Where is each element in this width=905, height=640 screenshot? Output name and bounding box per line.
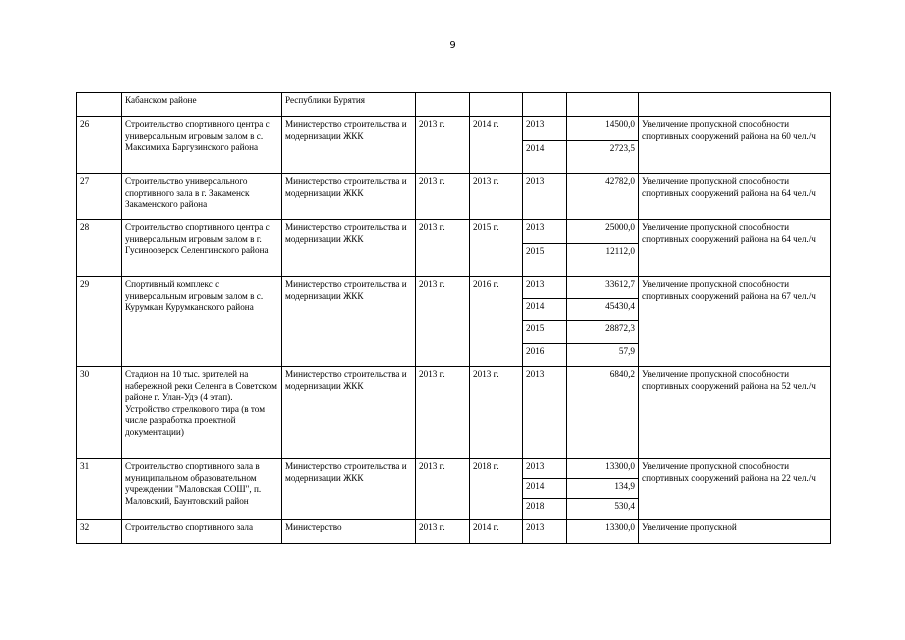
executor-cell: Министерство строительства и модернизации ЖКК (282, 174, 416, 220)
start-cell: 2013 г. (416, 277, 470, 367)
table-row (77, 459, 831, 479)
name-cell: Строительство спортивного центра с универсальным игровым залом в с. Максимиха Баргузинского района (122, 117, 282, 174)
table-row (77, 117, 831, 141)
year-cell: 2015 (523, 244, 567, 277)
num-cell: 27 (77, 174, 122, 220)
year-cell (523, 93, 567, 117)
amount-cell: 12112,0 (567, 244, 639, 277)
table-row (77, 174, 831, 220)
end-cell: 2014 г. (470, 117, 523, 174)
page-number: 9 (449, 40, 456, 51)
result-cell: Увеличение пропускной способности спортивных сооружений района на 52 чел./ч (639, 367, 831, 459)
end-cell: 2016 г. (470, 277, 523, 367)
year-cell: 2015 (523, 321, 567, 344)
year-cell: 2013 (523, 459, 567, 479)
name-cell: Строительство спортивного зала (122, 520, 282, 544)
amount-cell: 530,4 (567, 499, 639, 520)
amount-cell: 25000,0 (567, 220, 639, 244)
amount-cell: 134,9 (567, 479, 639, 499)
name-cell: Строительство универсального спортивного зала в г. Закаменск Закаменского района (122, 174, 282, 220)
start-cell (416, 93, 470, 117)
executor-cell: Министерство строительства и модернизации ЖКК (282, 459, 416, 520)
amount-cell: 13300,0 (567, 459, 639, 479)
result-cell: Увеличение пропускной (639, 520, 831, 544)
table-row (77, 520, 831, 544)
executor-cell: Министерство строительства и модернизации ЖКК (282, 220, 416, 277)
num-cell: 30 (77, 367, 122, 459)
executor-cell: Республики Бурятия (282, 93, 416, 117)
table-row (77, 220, 831, 244)
executor-cell: Министерство строительства и модернизации ЖКК (282, 367, 416, 459)
start-cell: 2013 г. (416, 520, 470, 544)
executor-cell: Министерство (282, 520, 416, 544)
end-cell: 2013 г. (470, 367, 523, 459)
amount-cell: 33612,7 (567, 277, 639, 299)
num-cell: 31 (77, 459, 122, 520)
num-cell: 26 (77, 117, 122, 174)
num-cell: 29 (77, 277, 122, 367)
result-cell: Увеличение пропускной способности спортивных сооружений района на 60 чел./ч (639, 117, 831, 174)
amount-cell: 28872,3 (567, 321, 639, 344)
end-cell: 2015 г. (470, 220, 523, 277)
year-cell: 2013 (523, 277, 567, 299)
end-cell (470, 93, 523, 117)
amount-cell: 45430,4 (567, 299, 639, 321)
amount-cell: 6840,2 (567, 367, 639, 459)
name-cell: Кабанском районе (122, 93, 282, 117)
end-cell: 2014 г. (470, 520, 523, 544)
year-cell: 2013 (523, 117, 567, 141)
result-cell: Увеличение пропускной способности спортивных сооружений района на 67 чел./ч (639, 277, 831, 367)
start-cell: 2013 г. (416, 117, 470, 174)
start-cell: 2013 г. (416, 220, 470, 277)
program-table (76, 92, 831, 544)
result-cell (639, 93, 831, 117)
table-row (77, 367, 831, 459)
end-cell: 2013 г. (470, 174, 523, 220)
amount-cell: 57,9 (567, 344, 639, 367)
year-cell: 2013 (523, 174, 567, 220)
continuation-row (77, 93, 831, 117)
amount-cell (567, 93, 639, 117)
start-cell: 2013 г. (416, 174, 470, 220)
amount-cell: 42782,0 (567, 174, 639, 220)
name-cell: Строительство спортивного зала в муниципальном образовательном учреждении "Маловская СОШ", п. Маловский, Баунтовский район (122, 459, 282, 520)
year-cell: 2014 (523, 299, 567, 321)
year-cell: 2016 (523, 344, 567, 367)
start-cell: 2013 г. (416, 459, 470, 520)
year-cell: 2013 (523, 220, 567, 244)
executor-cell: Министерство строительства и модернизации ЖКК (282, 277, 416, 367)
executor-cell: Министерство строительства и модернизации ЖКК (282, 117, 416, 174)
result-cell: Увеличение пропускной способности спортивных сооружений района на 64 чел./ч (639, 174, 831, 220)
num-cell (77, 93, 122, 117)
result-cell: Увеличение пропускной способности спортивных сооружений района на 64 чел./ч (639, 220, 831, 277)
num-cell: 28 (77, 220, 122, 277)
amount-cell: 2723,5 (567, 141, 639, 174)
table-row (77, 277, 831, 299)
start-cell: 2013 г. (416, 367, 470, 459)
num-cell: 32 (77, 520, 122, 544)
name-cell: Строительство спортивного центра с универсальным игровым залом в г. Гусиноозерск Селенгинского района (122, 220, 282, 277)
name-cell: Стадион на 10 тыс. зрителей на набережной реки Селенга в Советском районе г. Улан-Удэ (4 этап). Устройство стрелкового тира (в том числе разработка проектной документации) (122, 367, 282, 459)
year-cell: 2013 (523, 367, 567, 459)
year-cell: 2013 (523, 520, 567, 544)
year-cell: 2018 (523, 499, 567, 520)
table-body (77, 93, 831, 544)
amount-cell: 13300,0 (567, 520, 639, 544)
year-cell: 2014 (523, 141, 567, 174)
end-cell: 2018 г. (470, 459, 523, 520)
year-cell: 2014 (523, 479, 567, 499)
amount-cell: 14500,0 (567, 117, 639, 141)
name-cell: Спортивный комплекс с универсальным игровым залом в с. Курумкан Курумканского района (122, 277, 282, 367)
result-cell: Увеличение пропускной способности спортивных сооружений района на 22 чел./ч (639, 459, 831, 520)
